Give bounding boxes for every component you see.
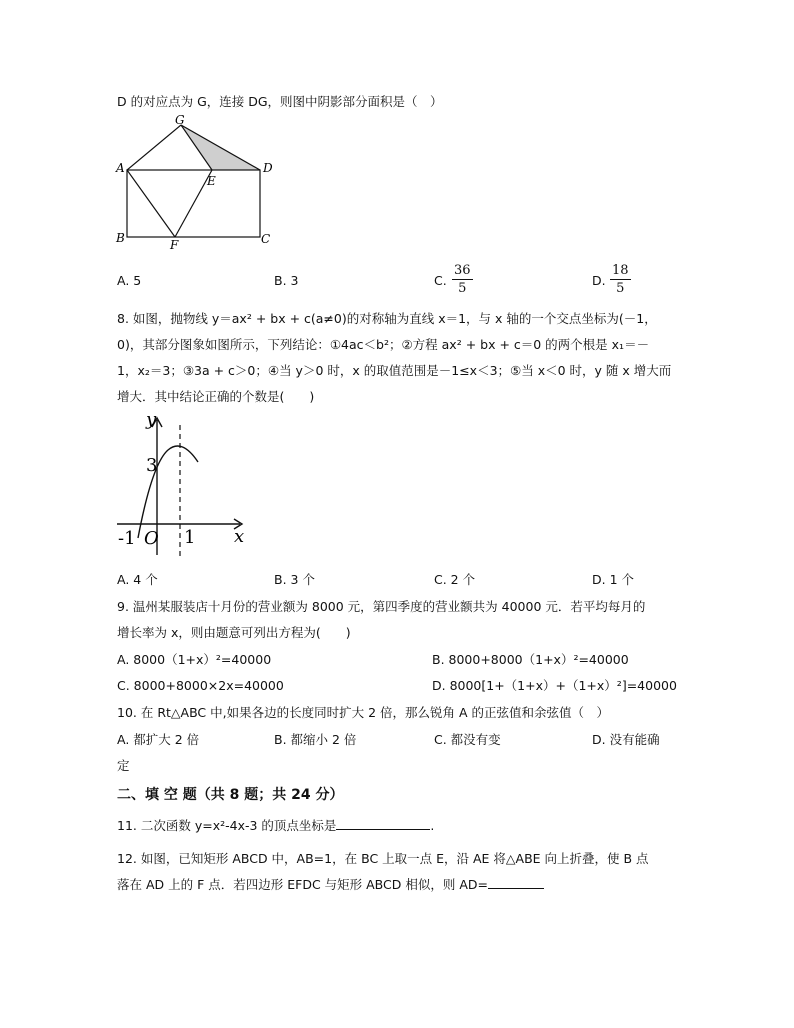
option-value: 3 (290, 273, 299, 288)
q10-option-d-wrap: 定 (117, 758, 130, 773)
option-letter: A. (117, 273, 130, 288)
q12-answer-blank[interactable] (488, 876, 544, 889)
q8-option-b[interactable]: B. 3 个 (274, 572, 315, 587)
q11-line (117, 817, 434, 835)
q8-line-1: 8. 如图，抛物线 y＝ax² + bx + c(a≠0)的对称轴为直线 x＝1，与 x 轴的一个交点坐标为(－1， (117, 311, 657, 326)
label-a: A (116, 161, 125, 175)
q9-option-a[interactable]: A. 8000（1+x）²=40000 (117, 652, 272, 667)
y-axis-label: y (146, 409, 157, 430)
label-g: G (175, 114, 185, 127)
segment-af (127, 170, 175, 237)
q10-option-b[interactable]: B. 都缩小 2 倍 (274, 732, 357, 747)
q9-line-2: 增长率为 x，则由题意可列出方程为( ) (117, 625, 351, 640)
q8-line-3: 1，x₂＝3；③3a + c＞0；④当 y＞0 时，x 的取值范围是－1≤x＜3；⑤当 x＜0 时，y 随 x 增大而 (117, 363, 672, 378)
q7-option-b[interactable] (274, 272, 299, 290)
q11-period: . (430, 818, 435, 833)
option-letter: B. (274, 273, 287, 288)
q10-option-c[interactable]: C. 都没有变 (434, 732, 501, 747)
q7-option-d-fraction (610, 262, 631, 297)
label-c: C (261, 232, 271, 246)
q8-option-c[interactable]: C. 2 个 (434, 572, 476, 587)
neg-one-label: -1 (118, 528, 136, 549)
q7-figure (110, 114, 285, 252)
q10-line-1: 10. 在 Rt△ABC 中,如果各边的长度同时扩大 2 倍，那么锐角 A 的正弦值和余弦值（ ） (117, 705, 610, 720)
q11-answer-blank[interactable] (336, 817, 430, 830)
option-letter: D. (592, 273, 606, 288)
q9-option-b[interactable]: B. 8000+8000（1+x）²=40000 (432, 652, 629, 667)
q7-option-c[interactable] (434, 272, 447, 290)
q12-stem-end: 落在 AD 上的 F 点．若四边形 EFDC 与矩形 ABCD 相似，则 AD= (117, 877, 488, 892)
label-f: F (170, 238, 179, 252)
q9-line-1: 9. 温州某服装店十月份的营业额为 8000 元，第四季度的营业额共为 40000 元．若平均每月的 (117, 599, 646, 614)
q12-line-1: 12. 如图，已知矩形 ABCD 中，AB=1，在 BC 上取一点 E，沿 AE 将△ABE 向上折叠，使 B 点 (117, 851, 649, 866)
q10-option-a[interactable]: A. 都扩大 2 倍 (117, 732, 200, 747)
q8-line-4: 增大．其中结论正确的个数是( ) (117, 389, 315, 404)
q7-option-c-fraction (452, 262, 473, 297)
origin-label: O (144, 528, 159, 549)
fraction-denominator: 5 (458, 281, 467, 296)
fraction-numerator: 36 (454, 263, 471, 278)
y-intercept-label: 3 (146, 455, 158, 476)
q9-option-c[interactable]: C. 8000+8000×2x=40000 (117, 678, 284, 693)
fraction-denominator: 5 (616, 281, 625, 296)
segment-ag (127, 125, 181, 170)
option-value: 5 (133, 273, 142, 288)
q12-line-2 (117, 876, 544, 894)
q9-option-d[interactable]: D. 8000[1+（1+x）+（1+x）²]=40000 (432, 678, 677, 693)
tick-one-label: 1 (184, 527, 196, 548)
q10-option-d[interactable]: D. 没有能确 (592, 732, 660, 747)
q7-stem: D 的对应点为 G，连接 DG，则图中阴影部分面积是（ ） (117, 94, 443, 109)
label-b: B (116, 231, 125, 245)
q7-option-d[interactable] (592, 272, 606, 290)
q8-option-d[interactable]: D. 1 个 (592, 572, 634, 587)
q7-option-a[interactable] (117, 272, 141, 290)
q8-parabola-graph (110, 405, 260, 565)
fraction-numerator: 18 (612, 263, 629, 278)
section-title: 二、填 空 题（共 8 题；共 24 分） (117, 787, 344, 803)
label-e: E (207, 174, 216, 188)
option-letter: C. (434, 273, 447, 288)
q11-stem: 11. 二次函数 y=x²-4x-3 的顶点坐标是 (117, 818, 337, 833)
label-d: D (263, 161, 273, 175)
q8-line-2: 0)，其部分图象如图所示，下列结论：①4ac＜b²；②方程 ax² + bx + c＝0 的两个根是 x₁＝－ (117, 337, 650, 352)
q8-option-a[interactable]: A. 4 个 (117, 572, 158, 587)
x-axis-label: x (234, 526, 245, 547)
